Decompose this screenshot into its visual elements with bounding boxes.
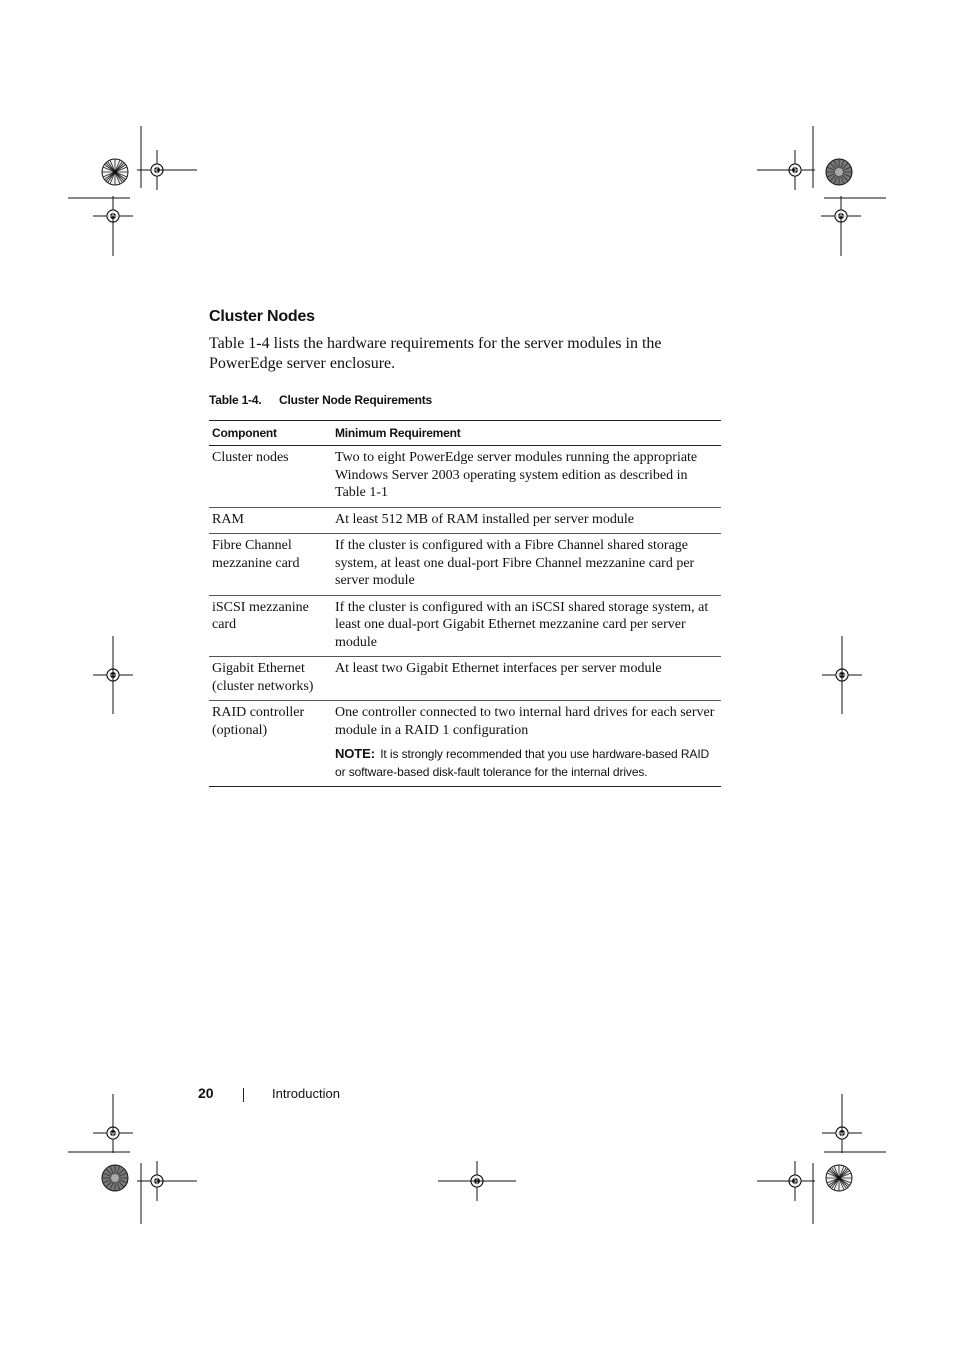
page-number: 20 <box>198 1085 214 1101</box>
requirement-cell <box>332 701 721 787</box>
section-heading: Cluster Nodes <box>209 308 315 325</box>
requirement-cell: If the cluster is configured with an iSCSI shared storage system, at least one dual-port Gigabit Ethernet mezzanine card per server module <box>332 595 721 657</box>
column-header-component: Component <box>209 421 332 446</box>
table-caption-number: Table 1-4. <box>209 393 262 407</box>
intro-paragraph: Table 1-4 lists the hardware requirements for the server modules in the PowerEdge server enclosure. <box>209 335 662 372</box>
footer-divider <box>243 1088 244 1102</box>
requirement-cell: If the cluster is configured with a Fibre Channel shared storage system, at least one dual-port Fibre Channel mezzanine card per server module <box>332 534 721 596</box>
table-caption-title: Cluster Node Requirements <box>279 393 433 407</box>
table-row <box>209 595 721 657</box>
component-cell: Cluster nodes <box>209 446 332 508</box>
requirement-text: One controller connected to two internal hard drives for each server module in a RAID 1 configuration <box>335 705 715 738</box>
requirements-table <box>209 420 721 787</box>
column-header-requirement: Minimum Requirement <box>332 421 721 446</box>
note-callout <box>335 745 718 781</box>
component-cell: RAID controller (optional) <box>209 701 332 787</box>
table-row <box>209 657 721 701</box>
note-text: It is strongly recommended that you use hardware-based RAID or software-based disk-fault tolerance for the internal drives. <box>335 747 710 779</box>
component-cell: Fibre Channel mezzanine card <box>209 534 332 596</box>
table-row <box>209 534 721 596</box>
component-cell: iSCSI mezzanine card <box>209 595 332 657</box>
table-caption <box>209 392 432 408</box>
component-cell: Gigabit Ethernet (cluster networks) <box>209 657 332 701</box>
footer-section-name: Introduction <box>272 1086 340 1101</box>
note-label: NOTE: <box>335 746 375 761</box>
table-row <box>209 446 721 508</box>
table-row <box>209 507 721 534</box>
component-cell: RAM <box>209 507 332 534</box>
requirement-cell: Two to eight PowerEdge server modules running the appropriate Windows Server 2003 operating system edition as described in Table 1-1 <box>332 446 721 508</box>
table-header-row <box>209 421 721 446</box>
requirement-cell: At least 512 MB of RAM installed per server module <box>332 507 721 534</box>
table-row <box>209 701 721 787</box>
requirement-cell: At least two Gigabit Ethernet interfaces per server module <box>332 657 721 701</box>
